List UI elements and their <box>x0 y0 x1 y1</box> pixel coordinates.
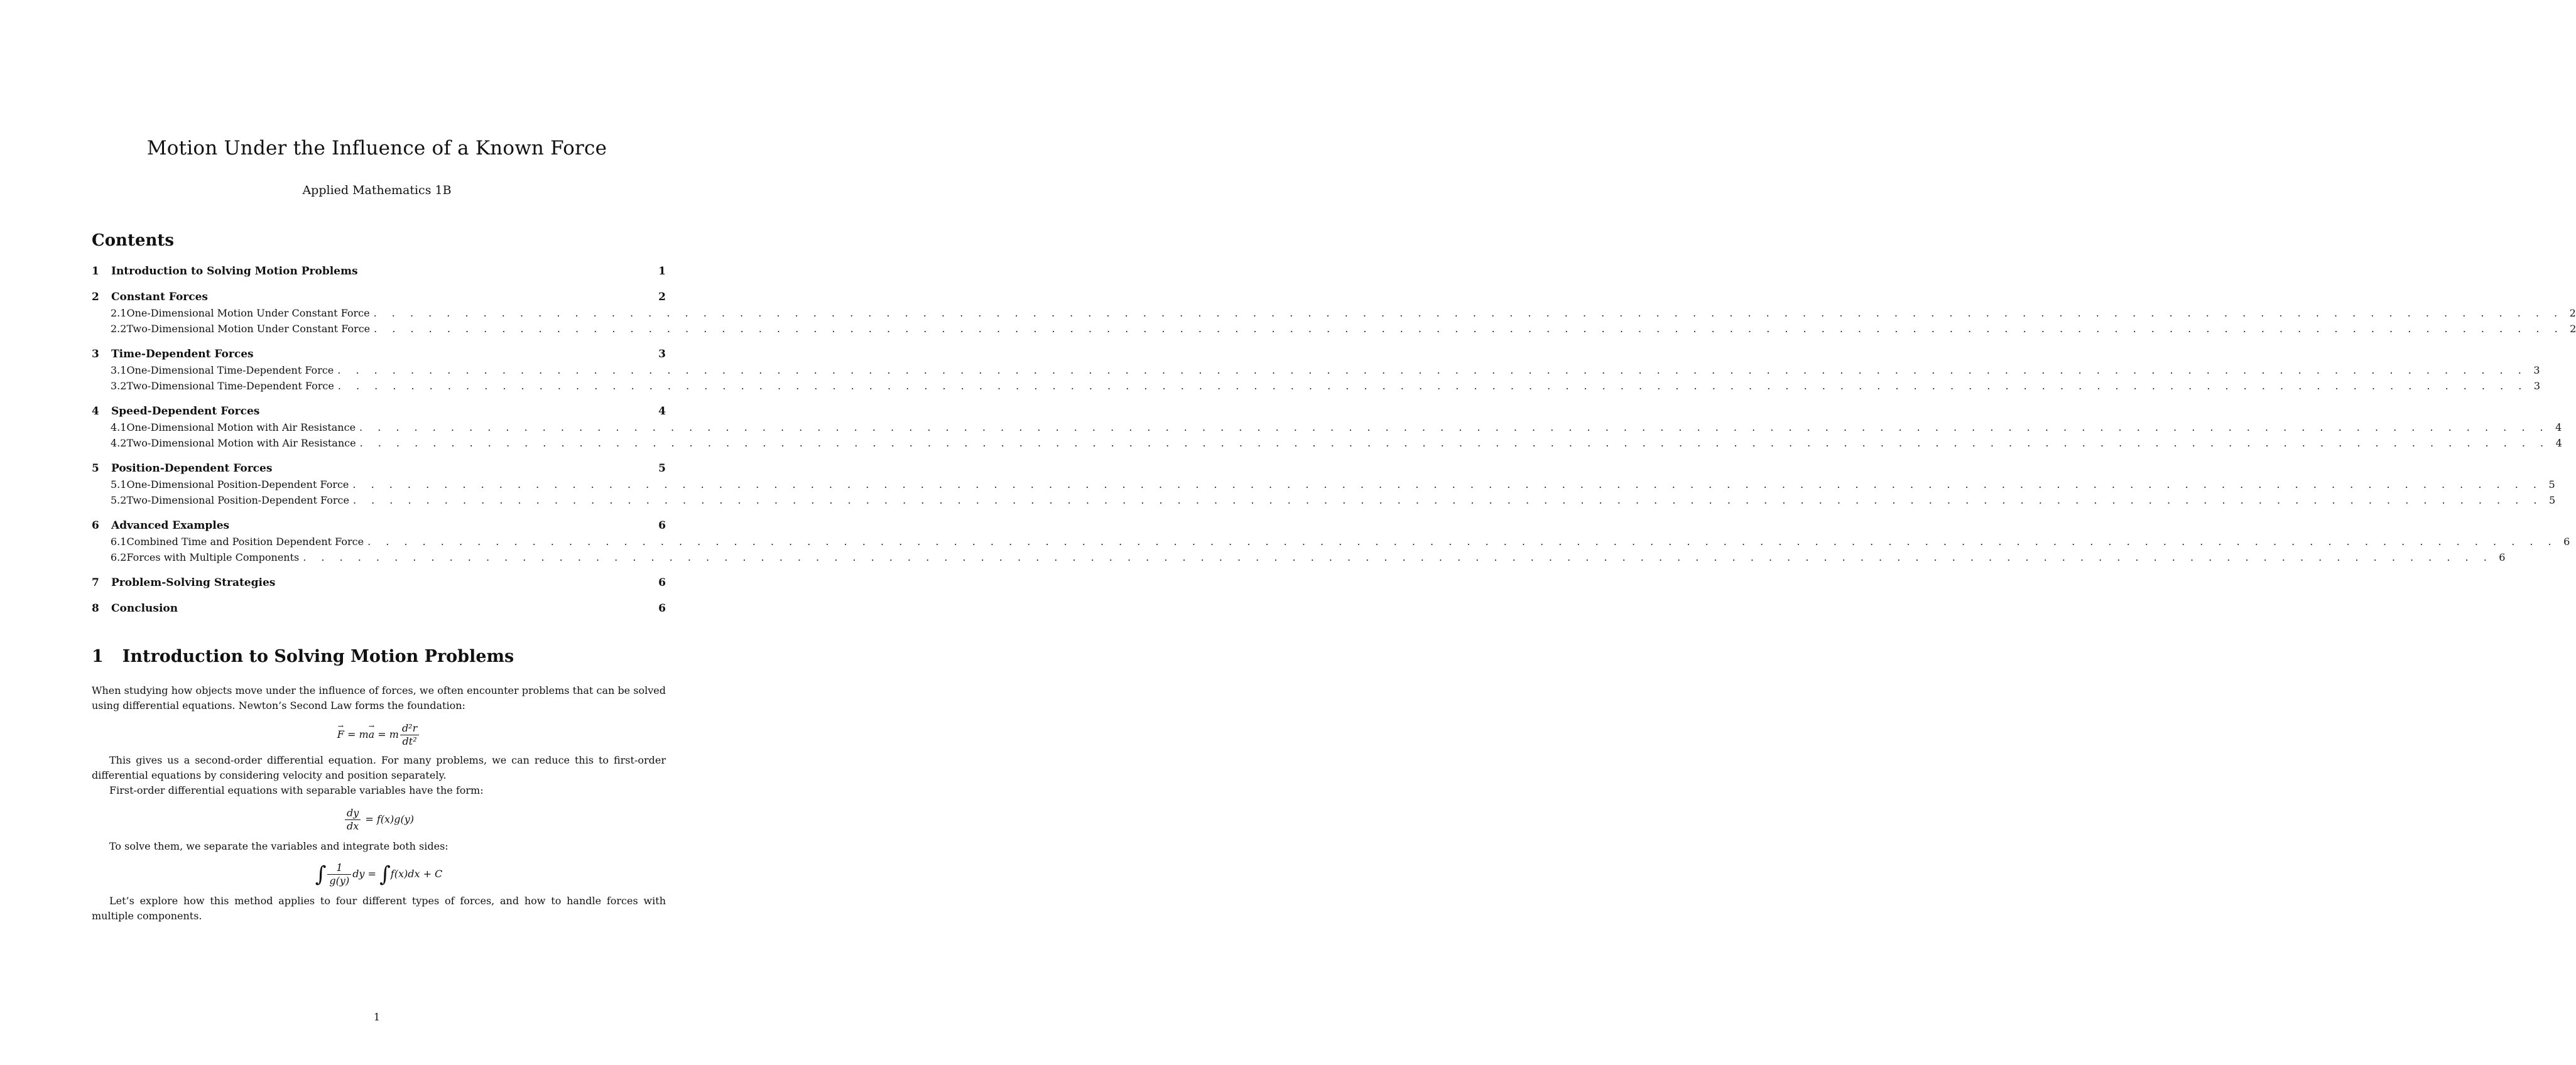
eq-symbol: a → <box>369 727 375 742</box>
toc-dot-leader: . . . . . . . . . . . . . . . . . . . . . . . . . . . . . . . . . . . . . . . . . . . . . . . . . . . . . . . . . . . . . . . . . . . . . . . . . . . . . . . . . . . . . . . . . . . . . . . . . . . . . . . . . . . . . . . . . . . . . . . . <box>352 478 2543 490</box>
toc-entry[interactable] <box>92 601 666 617</box>
toc-subentry[interactable] <box>92 549 2506 565</box>
toc-entry-title: Speed-Dependent Forces <box>111 405 260 418</box>
toc-subentry-number: 4.2 <box>111 437 127 449</box>
toc-subentry-page: 2 <box>2570 323 2576 335</box>
toc-subentry-page: 5 <box>2548 478 2555 490</box>
paragraph: To solve them, we separate the variables and integrate both sides: <box>109 840 448 852</box>
toc-subentry[interactable] <box>92 477 2555 492</box>
eq-rhs: = f(x)g(y) <box>365 813 415 825</box>
toc-entry[interactable] <box>92 264 666 279</box>
toc-entry-title: Conclusion <box>111 602 178 615</box>
toc-subentry-number: 3.1 <box>111 364 127 376</box>
eq-symbol: m <box>359 728 369 740</box>
paragraph: First-order differential equations with separable variables have the form: <box>109 784 484 796</box>
eq-numerator: dy <box>345 807 361 820</box>
eq-numerator: d²r <box>400 722 419 735</box>
toc-entry-page: 2 <box>658 291 666 303</box>
page-number: 1 <box>373 1011 381 1023</box>
toc-entry-title: Position-Dependent Forces <box>111 462 273 475</box>
toc-subentry-page: 4 <box>2555 421 2562 433</box>
toc-entry-page: 4 <box>658 405 666 418</box>
toc-subentry-number: 3.2 <box>111 380 127 392</box>
toc-dot-leader: . . . . . . . . . . . . . . . . . . . . . . . . . . . . . . . . . . . . . . . . . . . . . . . . . . . . . . . . . . . . . . . . . . . . . . . . . . . . . . . . . . . . . . . . . . . . . . . . . . . . . . . . . . . . . . . . . . . . . . . . <box>352 494 2543 506</box>
integral-sign: ∫ <box>315 862 327 887</box>
toc-section <box>92 264 666 279</box>
section-title: Introduction to Solving Motion Problems <box>122 647 514 666</box>
toc-subentry-page: 3 <box>2533 364 2540 376</box>
toc-entry[interactable] <box>92 518 666 534</box>
toc-subentry-title: Two-Dimensional Position-Dependent Force <box>126 494 349 506</box>
contents-heading: Contents <box>92 231 175 250</box>
eq-symbol: F → <box>337 727 344 742</box>
toc-subentry[interactable] <box>92 492 2556 508</box>
document-title: Motion Under the Influence of a Known Force <box>146 137 607 159</box>
toc-section <box>92 518 2570 565</box>
toc-dot-leader: . . . . . . . . . . . . . . . . . . . . . . . . . . . . . . . . . . . . . . . . . . . . . . . . . . . . . . . . . . . . . . . . . . . . . . . . . . . . . . . . . . . . . . . . . . . . . . . . . . . . . . . . . . . . . . . . . . . . . . . . <box>373 307 2563 319</box>
toc-subentry-title: One-Dimensional Position-Dependent Force <box>126 478 349 490</box>
toc-entry-number: 8 <box>92 602 99 615</box>
toc-entry-number: 7 <box>92 576 99 589</box>
eq-denominator: g(y) <box>329 875 350 887</box>
toc-subentry-title: One-Dimensional Time-Dependent Force <box>126 364 334 376</box>
toc-entry-page: 6 <box>658 602 666 615</box>
section-number: 1 <box>92 647 104 666</box>
toc-subentry-title: Two-Dimensional Motion Under Constant Force <box>126 323 371 335</box>
paragraph: This gives us a second-order differential equation. For many problems, we can reduce this to first-order differential equations by considering velocity and position separately. <box>92 754 666 781</box>
toc-entry-page: 6 <box>658 519 666 532</box>
toc-subentry-number: 2.1 <box>111 307 127 319</box>
toc-entry-page: 1 <box>658 265 666 278</box>
equation-integral <box>92 862 666 887</box>
table-of-contents <box>92 264 2576 627</box>
eq-rhs: f(x)dx + C <box>390 868 443 880</box>
toc-entry-page: 6 <box>658 576 666 589</box>
toc-subentry-number: 5.1 <box>111 478 127 490</box>
toc-entry-number: 6 <box>92 519 99 532</box>
toc-entry-page: 5 <box>658 462 666 475</box>
paragraph: When studying how objects move under the influence of forces, we often encounter problems that can be solved using differential equations. Newton’s Second Law forms the foundation: <box>92 684 666 711</box>
toc-subentry-page: 3 <box>2533 380 2541 392</box>
toc-section <box>92 347 2541 394</box>
toc-subentry-number: 5.2 <box>111 494 127 506</box>
toc-dot-leader: . . . . . . . . . . . . . . . . . . . . . . . . . . . . . . . . . . . . . . . . . . . . . . . . . . . . . . . . . . . . . . . . . . . . . . . . . . . . . . . . . . . . . . . . . . . . . . . . . . . . . . . . . . . . . . . . . . . . . . . . <box>359 437 2550 449</box>
toc-subentry-title: Forces with Multiple Components <box>126 551 300 563</box>
toc-entry[interactable] <box>92 461 666 477</box>
toc-section <box>92 461 2556 508</box>
toc-section <box>92 575 666 591</box>
toc-subentry-title: One-Dimensional Motion Under Constant Force <box>126 307 370 319</box>
toc-subentry[interactable] <box>92 534 2570 549</box>
paragraph: Let’s explore how this method applies to four different types of forces, and how to handle forces with multiple components. <box>92 895 666 922</box>
section-heading <box>92 647 514 666</box>
toc-section <box>92 404 2562 451</box>
toc-entry-number: 3 <box>92 348 99 360</box>
eq-denominator: dt² <box>402 735 417 747</box>
toc-entry-number: 1 <box>92 265 99 278</box>
eq-denominator: dx <box>346 820 359 832</box>
toc-subentry[interactable] <box>92 362 2540 378</box>
toc-subentry-page: 4 <box>2555 437 2562 449</box>
toc-subentry-number: 4.1 <box>111 421 127 433</box>
equation-newton <box>92 722 666 748</box>
section-body <box>92 683 666 924</box>
toc-dot-leader: . . . . . . . . . . . . . . . . . . . . . . . . . . . . . . . . . . . . . . . . . . . . . . . . . . . . . . . . . . . . . . . . . . . . . . . . . . . . . . . . . . . . . . . . . . . . . . . . . . . . . . . . . . . . . . . . . . . . . . . . <box>367 536 2558 548</box>
toc-entry-number: 4 <box>92 405 99 418</box>
toc-subentry[interactable] <box>92 419 2562 435</box>
eq-numerator: 1 <box>327 862 351 875</box>
toc-entry[interactable] <box>92 575 666 591</box>
toc-subentry[interactable] <box>92 321 2576 337</box>
eq-symbol: = <box>378 728 386 740</box>
toc-subentry-page: 5 <box>2548 494 2556 506</box>
eq-middle: dy = <box>352 868 376 880</box>
toc-subentry-number: 2.2 <box>111 323 127 335</box>
eq-symbol: = <box>347 728 356 740</box>
toc-subentry[interactable] <box>92 305 2576 321</box>
toc-entry-number: 2 <box>92 291 99 303</box>
toc-dot-leader: . . . . . . . . . . . . . . . . . . . . . . . . . . . . . . . . . . . . . . . . . . . . . . . . . . . . . . . . . . . . . . . . . . . . . . . . . . . . . . . . . . . . . . . . . . . . . . . . . . . . . . . . . . . . . . . . . . . . . . . . <box>359 421 2550 433</box>
toc-entry-title: Constant Forces <box>111 291 208 303</box>
toc-dot-leader: . . . . . . . . . . . . . . . . . . . . . . . . . . . . . . . . . . . . . . . . . . . . . . . . . . . . . . . . . . . . . . . . . . . . . . . . . . . . . . . . . . . . . . . . . . . . . . . . . . . . . . . . . . . . . . . . . . . . . . . . <box>337 380 2528 392</box>
toc-subentry-page: 6 <box>2563 536 2570 548</box>
toc-entry-page: 3 <box>658 348 666 360</box>
toc-entry[interactable] <box>92 404 666 419</box>
toc-subentry-number: 6.1 <box>111 536 127 548</box>
toc-entry-number: 5 <box>92 462 99 475</box>
eq-fraction <box>345 807 361 833</box>
document-subtitle: Applied Mathematics 1B <box>302 183 452 197</box>
equation-separable <box>92 807 666 833</box>
toc-dot-leader: . . . . . . . . . . . . . . . . . . . . . . . . . . . . . . . . . . . . . . . . . . . . . . . . . . . . . . . . . . . . . . . . . . . . . . . . . . . . . . . . . . . . . . . . . . . . . . . . . . . . . . . . . . . . . . . . . . . . . . . . <box>337 364 2528 376</box>
toc-subentry-title: Two-Dimensional Time-Dependent Force <box>126 380 334 392</box>
toc-subentry-number: 6.2 <box>111 551 127 563</box>
toc-subentry-title: Two-Dimensional Motion with Air Resistance <box>126 437 356 449</box>
eq-fraction <box>400 722 419 748</box>
toc-subentry[interactable] <box>92 378 2541 394</box>
toc-entry[interactable] <box>92 347 666 362</box>
toc-dot-leader: . . . . . . . . . . . . . . . . . . . . . . . . . . . . . . . . . . . . . . . . . . . . . . . . . . . . . . . . . . . . . . . . . . . . . . . . . . . . . . . . . . . . . . . . . . . . . . . . . . . . . . . . . . . . . . . . . . . . . . . . <box>303 551 2493 563</box>
toc-subentry-title: Combined Time and Position Dependent Force <box>126 536 364 548</box>
toc-entry-title: Problem-Solving Strategies <box>111 576 276 589</box>
toc-subentry-title: One-Dimensional Motion with Air Resistance <box>126 421 356 433</box>
integral-sign: ∫ <box>379 862 391 887</box>
toc-dot-leader: . . . . . . . . . . . . . . . . . . . . . . . . . . . . . . . . . . . . . . . . . . . . . . . . . . . . . . . . . . . . . . . . . . . . . . . . . . . . . . . . . . . . . . . . . . . . . . . . . . . . . . . . . . . . . . . . . . . . . . . . <box>374 323 2564 335</box>
eq-symbol: m <box>389 728 399 740</box>
toc-entry-title: Introduction to Solving Motion Problems <box>111 265 358 278</box>
eq-fraction <box>327 862 351 887</box>
toc-entry-title: Advanced Examples <box>111 519 230 532</box>
toc-subentry-page: 6 <box>2499 551 2506 563</box>
toc-section <box>92 601 666 617</box>
toc-subentry[interactable] <box>92 435 2562 451</box>
toc-entry-title: Time-Dependent Forces <box>111 348 254 360</box>
toc-subentry-page: 2 <box>2569 307 2576 319</box>
toc-section <box>92 289 2576 337</box>
toc-entry[interactable] <box>92 289 666 305</box>
